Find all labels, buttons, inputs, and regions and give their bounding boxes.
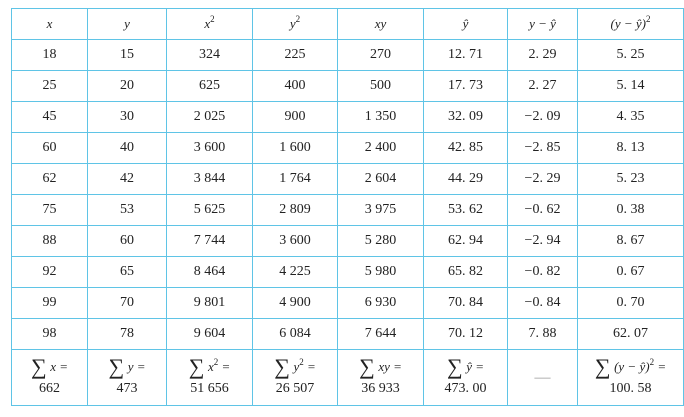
sum-y-hat: ∑ ŷ = 473. 00 <box>424 350 508 406</box>
sum-x: ∑ x = 662 <box>12 350 88 406</box>
header-residual-squared: (y − ŷ)$^2$ <box>578 9 684 40</box>
cell-x-squared: 3 844 <box>167 164 253 195</box>
cell-x: 99 <box>12 288 88 319</box>
cell-residual: 7. 88 <box>508 319 578 350</box>
cell-y-hat: 70. 12 <box>424 319 508 350</box>
cell-y-hat: 32. 09 <box>424 102 508 133</box>
cell-x: 62 <box>12 164 88 195</box>
header-y-squared: $y^2$ <box>253 9 338 40</box>
cell-y: 40 <box>88 133 167 164</box>
cell-y-hat: 53. 62 <box>424 195 508 226</box>
table-row <box>12 288 684 319</box>
cell-xy: 270 <box>338 40 424 71</box>
table-row <box>12 257 684 288</box>
cell-x-squared: 9 604 <box>167 319 253 350</box>
cell-residual: −2. 85 <box>508 133 578 164</box>
sum-x-squared <box>167 350 253 406</box>
sum-row <box>12 350 684 406</box>
cell-y-hat: 70. 84 <box>424 288 508 319</box>
header-x-squared: $x^2$ <box>167 9 253 40</box>
cell-residual-squared: 8. 13 <box>578 133 684 164</box>
table-row <box>12 226 684 257</box>
cell-y: 70 <box>88 288 167 319</box>
cell-y-hat: 65. 82 <box>424 257 508 288</box>
header-y-hat: ŷ <box>424 9 508 40</box>
header-residual: y − ŷ <box>508 9 578 40</box>
sum-y-hat-value: 473. 00 <box>444 381 487 396</box>
cell-residual: 2. 29 <box>508 40 578 71</box>
sigma-symbol: ∑ <box>594 354 611 379</box>
cell-residual-squared: 0. 38 <box>578 195 684 226</box>
sigma-symbol: ∑ <box>274 354 290 379</box>
cell-residual: −0. 62 <box>508 195 578 226</box>
cell-y: 53 <box>88 195 167 226</box>
cell-y-squared: 900 <box>253 102 338 133</box>
regression-table <box>11 8 684 406</box>
cell-x: 98 <box>12 319 88 350</box>
cell-xy: 7 644 <box>338 319 424 350</box>
cell-xy: 2 400 <box>338 133 424 164</box>
cell-y: 78 <box>88 319 167 350</box>
sigma-symbol: ∑ <box>188 354 205 379</box>
cell-residual-squared: 5. 14 <box>578 71 684 102</box>
header-y: y <box>88 9 167 40</box>
table-row <box>12 40 684 71</box>
cell-residual: 2. 27 <box>508 71 578 102</box>
table-row <box>12 319 684 350</box>
header-xy: xy <box>338 9 424 40</box>
sum-xy: ∑ xy = 36 933 <box>338 350 424 406</box>
cell-y-hat: 12. 71 <box>424 40 508 71</box>
sigma-symbol: ∑ <box>359 354 375 379</box>
cell-x-squared: 324 <box>167 40 253 71</box>
sum-y-squared-expr: $y^2$ = <box>293 357 316 374</box>
cell-x-squared: 9 801 <box>167 288 253 319</box>
cell-y-hat: 44. 29 <box>424 164 508 195</box>
table-body <box>12 40 684 350</box>
sum-y: ∑ y = 473 <box>88 350 167 406</box>
cell-x-squared: 5 625 <box>167 195 253 226</box>
cell-x: 60 <box>12 133 88 164</box>
cell-residual-squared: 5. 25 <box>578 40 684 71</box>
cell-residual: −0. 82 <box>508 257 578 288</box>
cell-xy: 5 980 <box>338 257 424 288</box>
cell-y: 65 <box>88 257 167 288</box>
cell-x: 75 <box>12 195 88 226</box>
cell-x: 92 <box>12 257 88 288</box>
sum-xy-value: 36 933 <box>361 381 400 396</box>
sum-residual-squared-expr: (y − ŷ)$^2$ = <box>614 357 667 374</box>
cell-y: 15 <box>88 40 167 71</box>
cell-residual-squared: 0. 67 <box>578 257 684 288</box>
table-row <box>12 133 684 164</box>
sum-x-squared-value: 51 656 <box>190 381 229 396</box>
sum-x-squared-expr: $x^2$ = <box>207 357 231 374</box>
cell-y-squared: 225 <box>253 40 338 71</box>
cell-x-squared: 7 744 <box>167 226 253 257</box>
sum-y-squared-value: 26 507 <box>275 381 315 396</box>
cell-y-squared: 1 600 <box>253 133 338 164</box>
cell-y-squared: 3 600 <box>253 226 338 257</box>
cell-xy: 3 975 <box>338 195 424 226</box>
cell-y-squared: 4 900 <box>253 288 338 319</box>
sigma-symbol: ∑ <box>447 354 463 379</box>
header-row <box>12 9 684 40</box>
cell-xy: 2 604 <box>338 164 424 195</box>
table-row <box>12 71 684 102</box>
cell-y-squared: 4 225 <box>253 257 338 288</box>
cell-residual: −0. 84 <box>508 288 578 319</box>
cell-y: 42 <box>88 164 167 195</box>
cell-xy: 1 350 <box>338 102 424 133</box>
cell-x-squared: 3 600 <box>167 133 253 164</box>
cell-residual-squared: 0. 70 <box>578 288 684 319</box>
dash-placeholder: — <box>534 368 551 386</box>
sum-residual-squared <box>578 350 684 406</box>
sum-residual-squared-value: 100. 58 <box>609 381 652 396</box>
cell-xy: 6 930 <box>338 288 424 319</box>
table-row <box>12 164 684 195</box>
table-row <box>12 102 684 133</box>
cell-x: 25 <box>12 71 88 102</box>
cell-xy: 5 280 <box>338 226 424 257</box>
cell-x: 18 <box>12 40 88 71</box>
cell-x-squared: 625 <box>167 71 253 102</box>
cell-residual-squared: 4. 35 <box>578 102 684 133</box>
cell-y-hat: 17. 73 <box>424 71 508 102</box>
cell-y: 60 <box>88 226 167 257</box>
cell-residual-squared: 5. 23 <box>578 164 684 195</box>
sum-y-squared <box>253 350 338 406</box>
sum-residual <box>508 350 578 406</box>
sigma-symbol: ∑ <box>31 354 47 379</box>
cell-y-squared: 1 764 <box>253 164 338 195</box>
sum-y-value: 473 <box>116 381 138 396</box>
cell-y-squared: 6 084 <box>253 319 338 350</box>
cell-residual: −2. 09 <box>508 102 578 133</box>
cell-y-hat: 62. 94 <box>424 226 508 257</box>
table-row <box>12 195 684 226</box>
cell-y: 20 <box>88 71 167 102</box>
cell-y-squared: 400 <box>253 71 338 102</box>
cell-x: 45 <box>12 102 88 133</box>
cell-y: 30 <box>88 102 167 133</box>
cell-y-hat: 42. 85 <box>424 133 508 164</box>
cell-residual: −2. 29 <box>508 164 578 195</box>
cell-xy: 500 <box>338 71 424 102</box>
cell-residual-squared: 8. 67 <box>578 226 684 257</box>
cell-y-squared: 2 809 <box>253 195 338 226</box>
sigma-symbol: ∑ <box>108 354 125 379</box>
sum-x-value: 662 <box>39 381 60 396</box>
header-x: x <box>12 9 88 40</box>
cell-residual-squared: 62. 07 <box>578 319 684 350</box>
cell-residual: −2. 94 <box>508 226 578 257</box>
cell-x-squared: 2 025 <box>167 102 253 133</box>
cell-x-squared: 8 464 <box>167 257 253 288</box>
cell-x: 88 <box>12 226 88 257</box>
